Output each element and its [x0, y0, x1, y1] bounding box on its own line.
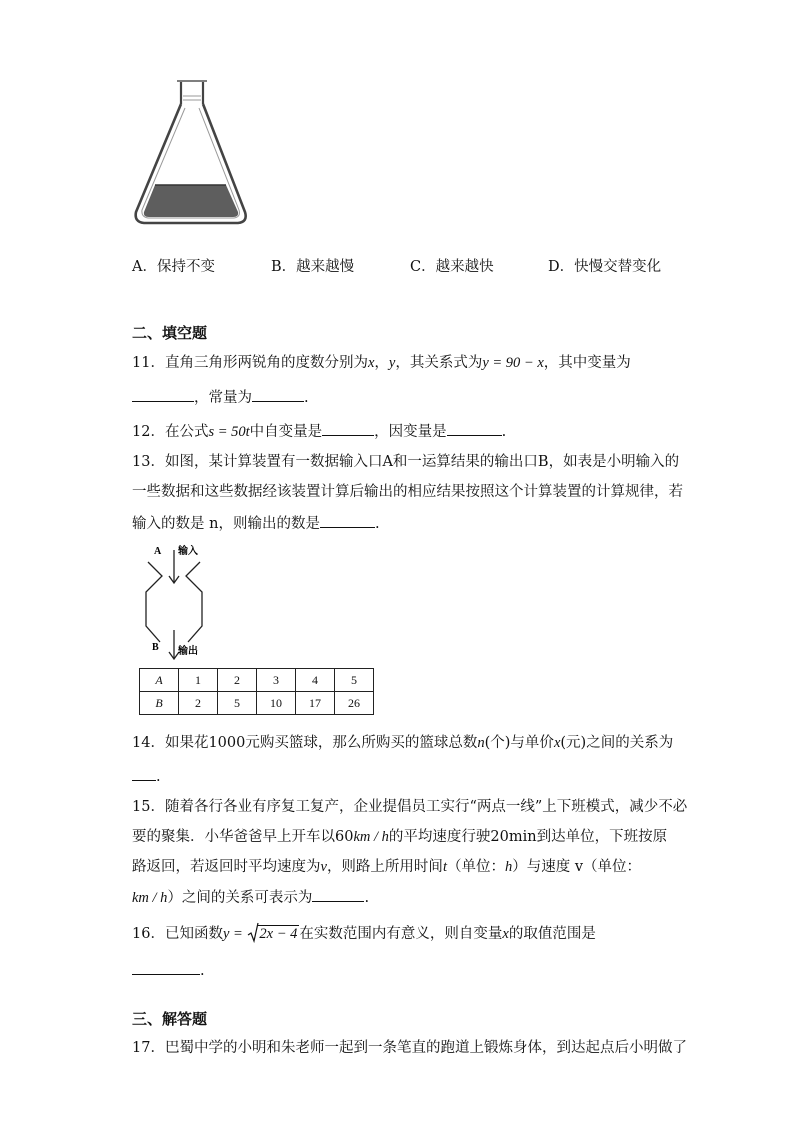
- q15-line1: 15．随着各行各业有序复工复产，企业提倡员工实行“两点一线”上下班模式，减少不必: [132, 799, 688, 815]
- q16-blank[interactable]: [132, 960, 200, 975]
- option-d: [548, 255, 661, 276]
- q15-time-unit: min: [508, 829, 537, 845]
- q15-text-2d: 到达单位，下班按原: [536, 829, 668, 845]
- label-b: B: [152, 642, 159, 653]
- q15-text-2a: 要的聚集．小华爸爸早上开车以: [132, 829, 335, 845]
- q16-text-1: 16．已知函数: [132, 926, 223, 942]
- q12-line: [132, 421, 506, 442]
- q14-text-5: .: [156, 769, 161, 785]
- q11-blank-2[interactable]: [252, 387, 304, 402]
- q13-line3: [132, 513, 380, 534]
- option-c: [410, 255, 494, 276]
- q12-text-4: .: [501, 424, 507, 440]
- q16-var-x: x: [502, 926, 509, 942]
- q16-text-3: 的取值范围是: [508, 926, 596, 942]
- table-cell: 3: [257, 669, 296, 692]
- q15-var-t: t: [442, 859, 447, 875]
- option-c-text: 越来越快: [435, 259, 494, 275]
- q15-text-3b: ，则路上所用时间: [326, 859, 443, 875]
- option-c-letter: C．: [410, 259, 436, 275]
- label-input: 输入: [178, 546, 198, 557]
- table-cell: 10: [257, 692, 296, 715]
- q14-line1: [132, 733, 673, 753]
- q15-unit-2: km / h: [132, 890, 168, 906]
- q16-text-4: .: [200, 963, 205, 979]
- option-b-letter: B．: [271, 259, 297, 275]
- q15-unit: km / h: [353, 829, 389, 845]
- option-a: [132, 255, 215, 276]
- q11-text-4: ，常量为: [194, 390, 252, 406]
- q13-blank[interactable]: [320, 513, 375, 528]
- q11-text-5: .: [304, 390, 309, 406]
- q12-text-3: ，因变量是: [374, 424, 447, 440]
- q12-text-2: 中自变量是: [249, 424, 323, 440]
- table-cell: 5: [335, 669, 374, 692]
- q15-text-2b: 的平均速度行驶: [388, 829, 491, 845]
- q14-text-1: 14．如果花: [132, 735, 209, 751]
- table-cell: 2: [179, 692, 218, 715]
- table-cell: 1: [179, 669, 218, 692]
- label-output: 输出: [178, 646, 198, 657]
- q15-line3: [132, 857, 641, 877]
- q11-blank-1[interactable]: [132, 387, 194, 402]
- q11-text-1: 11．直角三角形两锐角的度数分别为: [132, 355, 368, 371]
- q15-text-3a: 路返回，若返回时平均速度为: [132, 859, 321, 875]
- table-row-a: [140, 669, 374, 692]
- q16-line2: [132, 960, 205, 981]
- q15-time: 20: [490, 829, 509, 845]
- q11-line2: [132, 387, 309, 408]
- q15-line4: [132, 887, 369, 908]
- q15-text-3c: （单位：: [446, 859, 505, 875]
- section-2-title: 二、填空题: [132, 324, 208, 342]
- q11-var-y: y: [388, 355, 396, 371]
- calculator-device-figure: [138, 540, 228, 660]
- q16-function-y: y =: [222, 926, 243, 942]
- q15-text-4b: .: [364, 890, 370, 906]
- q14-line2: [132, 766, 161, 787]
- q13-text-3: 输入的数是 n，则输出的数是: [132, 516, 320, 532]
- table-cell: 2: [218, 669, 257, 692]
- q12-blank-1[interactable]: [322, 421, 374, 436]
- q12-blank-2[interactable]: [447, 421, 502, 436]
- table-cell: 26: [335, 692, 374, 715]
- table-row-b: [140, 692, 374, 715]
- q15-line2: [132, 827, 667, 847]
- q14-blank[interactable]: [132, 766, 156, 781]
- q13-text-end: .: [374, 516, 380, 532]
- q14-text-4: (元)之间的关系为: [560, 735, 674, 751]
- q12-text-1: 12．在公式: [132, 424, 209, 440]
- q16-line1: [132, 924, 596, 944]
- q11-var-x: x: [367, 355, 375, 371]
- q13-line2: 一些数据和这些数据经该装置计算后输出的相应结果按照这个计算装置的计算规律，若: [132, 484, 683, 500]
- q15-var-v: v: [320, 859, 327, 875]
- q15-speed: 60: [335, 829, 354, 845]
- section-3-title: 三、解答题: [132, 1010, 208, 1028]
- q14-text-2: 元购买篮球，那么所购买的篮球总数: [245, 735, 478, 751]
- q16-text-2: 在实数范围内有意义，则自变量: [299, 926, 503, 942]
- table-head-b: B: [140, 692, 179, 715]
- q11-comma: ，: [374, 355, 389, 371]
- q11-formula: y = 90 − x: [482, 355, 544, 371]
- q11-text-3: ，其中变量为: [543, 355, 631, 371]
- q15-text-3d: ）与速度 v（单位：: [512, 859, 642, 875]
- q14-var-x: x: [553, 735, 561, 751]
- option-d-text: 快慢交替变化: [574, 259, 662, 275]
- table-cell: 4: [296, 669, 335, 692]
- q13-line1: 13．如图，某计算装置有一数据输入口A和一运算结果的输出口B，如表是小明输入的: [132, 454, 680, 470]
- radical-icon: [247, 922, 259, 944]
- option-a-letter: A．: [132, 259, 157, 275]
- q16-sqrt: [247, 924, 299, 944]
- q12-formula: s = 50t: [208, 424, 250, 440]
- option-a-text: 保持不变: [156, 259, 215, 275]
- label-a: A: [154, 546, 162, 557]
- option-d-letter: D．: [548, 259, 575, 275]
- q16-radicand: 2x − 4: [259, 926, 298, 942]
- q15-unit-h: h: [504, 859, 513, 875]
- option-b: [271, 255, 354, 276]
- flask-figure: [128, 78, 252, 230]
- q14-number: 1000: [208, 735, 246, 751]
- table-cell: 17: [296, 692, 335, 715]
- q13-data-table: [139, 668, 374, 715]
- q11-line1: [132, 353, 631, 373]
- table-head-a: A: [140, 669, 179, 692]
- q15-text-4a: ）之间的关系可表示为: [167, 890, 313, 906]
- option-b-text: 越来越慢: [296, 259, 355, 275]
- q15-blank[interactable]: [312, 887, 364, 902]
- q14-text-3: (个)与单价: [484, 735, 554, 751]
- table-cell: 5: [218, 692, 257, 715]
- q11-text-2: ，其关系式为: [395, 355, 483, 371]
- q14-var-n: n: [477, 735, 485, 751]
- q17-line1: 17．巴蜀中学的小明和朱老师一起到一条笔直的跑道上锻炼身体，到达起点后小明做了: [132, 1040, 687, 1056]
